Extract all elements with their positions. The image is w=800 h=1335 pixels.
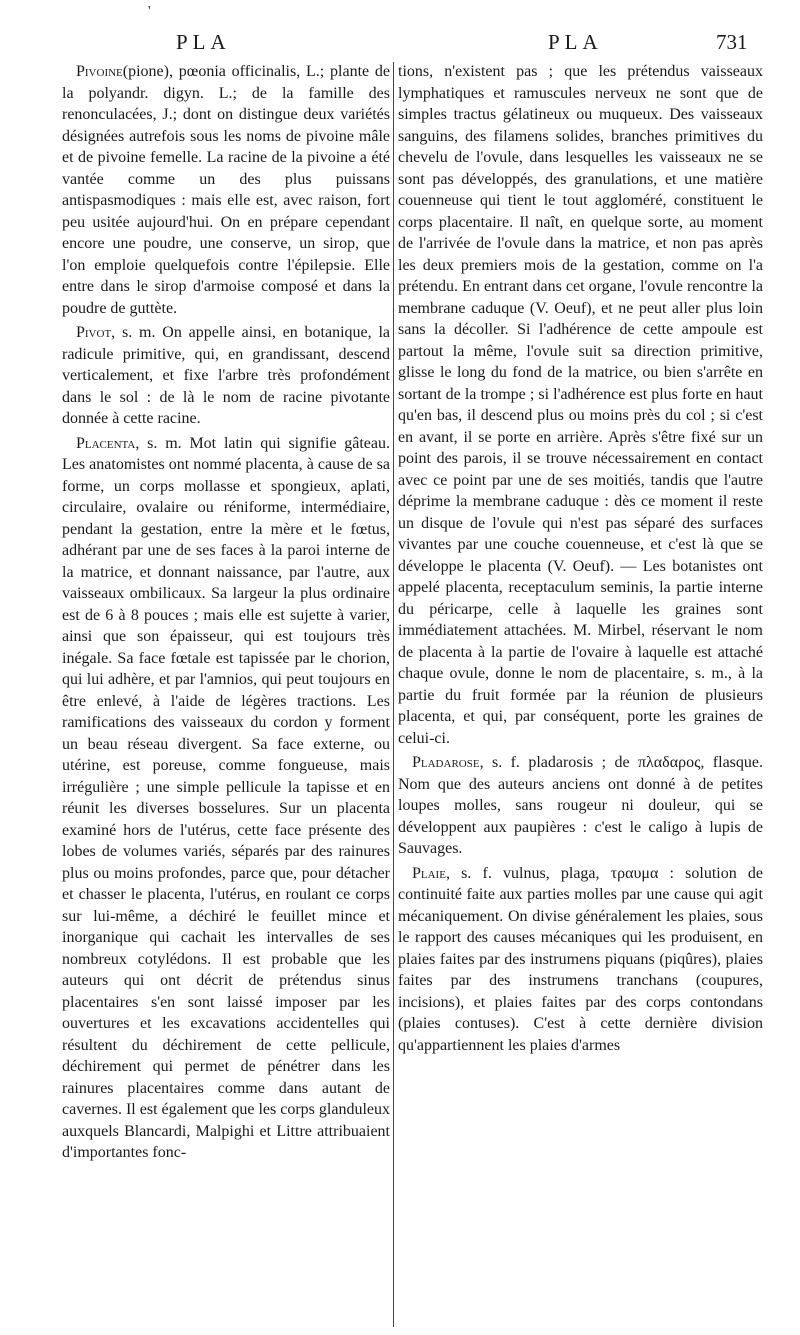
header-right-word: PLA (548, 30, 603, 54)
headword: Pivot (76, 324, 112, 341)
headword: Placenta (76, 434, 136, 452)
entry-pivoine (62, 61, 390, 319)
entry-placenta-continued (398, 61, 763, 749)
running-header (0, 30, 800, 62)
column-divider (393, 62, 394, 1327)
top-mark: ' (148, 4, 151, 19)
entry-placenta (62, 433, 390, 1164)
entry-text: , s. m. On appelle ainsi, en botanique, la radicule primitive, qui, en grandissant, descend verticalement, et fixe l'arbre très profondément dans le sol : de là le nom de racine pivotante donnée à cette racine. (62, 324, 390, 427)
entry-pladarose (398, 752, 763, 860)
headword: Plaie (412, 864, 446, 882)
entry-text: , s. f. vulnus, plaga, τραυμα : solution de continuité faite aux parties molles par une cause qui agit mécaniquement. On divise généralement les plaies, sous le rapport des causes mécaniques qui les produisent, en plaies faites par des instrumens piquans (piqûres), plaies faites par des instrumens tranchans (coupures, incisions), et plaies faites par des corps contondans (plaies contuses). C'est à cette dernière division qu'appartiennent les plaies d'armes (398, 864, 763, 1054)
headword: Pladarose (412, 754, 480, 771)
entry-text: tions, n'existent pas ; que les prétendus vaisseaux lymphatiques et ramuscules nerveux ne sont que de simples tractus gélatineux ou muqueux. Des vaisseaux sanguins, des filamens solides, branches primitives du chevelu de l'ovule, dans lesquelles les vaisseaux ne se sont pas développés, des granulations, et une matière couenneuse qui tient le tout aggloméré, constituent le corps placentaire. Il naît, en quelque sorte, au moment de l'arrivée de l'ovule dans la matrice, et non pas après les deux premiers mois de la gestation, comme on l'a prétendu. En entrant dans cet organe, l'ovule rencontre la membrane caduque (V. Oeuf), et ne peut aller plus loin sans la décoller. Si l'adhérence de cette ampoule est partout la même, l'ovule suit sa direction primitive, glisse le long du fond de la matrice, ou bien s'arrête en sortant de la trompe ; si l'adhérence est plus forte en haut qu'en bas, il descend plus ou moins près du col ; si c'est en avant, il se porte en arrière. Après s'être fixé sur un point des parois, il se trouve nécessairement en contact avec ce point par une de ses moitiés, tandis que l'autre déprime la membrane caduque : dès ce moment il reste un disque de l'ovule qui n'est pas séparé des surfaces vivantes par une couche couenneuse, et c'est là que se développe le placenta (V. Oeuf). — Les botanistes ont appelé placenta, receptaculum seminis, la partie interne du péricarpe, celle à laquelle les graines sont immédiatement attachées. M. Mirbel, réservant le nom de placenta à la partie de l'ovaire à laquelle est attaché chaque ovule, donne le nom de placentaire, s. m., à la partie du fruit formée par la réunion de plusieurs placenta, et qui, par conséquent, porte les graines de celui-ci. (398, 63, 763, 747)
entry-text: (pione), pœonia officinalis, L.; plante de la polyandr. digyn. L.; de la famille des renonculacées, J.; dont on distingue deux variétés désignées autrefois sous les noms de pivoine mâle et de pivoine femelle. La racine de la pivoine a été vantée comme un des plus puissans antispasmodiques : mais elle est, avec raison, fort peu usitée aujourd'hui. On en prépare cependant encore une poudre, une conserve, un sirop, que l'on emploie quelquefois contre l'épilepsie. Elle entre dans le sirop d'armoise composé et dans la poudre de guttète. (62, 63, 390, 317)
entry-pivot (62, 322, 390, 430)
page-number: 731 (716, 30, 748, 54)
right-column (398, 61, 763, 1329)
entry-text: , s. f. pladarosis ; de πλαδαρος, flasque. Nom que des auteurs anciens ont donné à de petites loupes molles, sans rougeur ni douleur, qui se développent aux paupières : c'est le caligo à lupis de Sauvages. (398, 754, 763, 857)
entry-text: , s. m. Mot latin qui signifie gâteau. Les anatomistes ont nommé placenta, à cause de sa forme, un corps mollasse et spongieux, aplati, circulaire, ovalaire ou réniforme, intermédiaire, pendant la gestation, entre la mère et le fœtus, adhérant par une de ses faces à la paroi interne de la matrice, et donnant naissance, par l'autre, aux vaisseaux ombilicaux. Sa largeur la plus ordinaire est de 6 à 8 pouces ; mais elle est sujette à varier, ainsi que son épaisseur, qui est toujours très inégale. Sa face fœtale est tapissée par le chorion, qui lui adhère, et par l'amnios, qui peut toujours en être enlevé, à l'aide de légères tractions. Les ramifications des vaisseaux du cordon y forment un beau réseau divergent. Sa face externe, ou utérine, est poreuse, comme fongueuse, mais irrégulière ; une simple pellicule la tapisse et en réunit les diverses bosselures. Sur un placenta examiné hors de l'utérus, cette face présente des lobes de volumes variés, séparés par des rainures plus ou moins profondes, parce que, pour détacher et chasser le placenta, l'utérus, en roulant ce corps sur lui-même, a déchiré le feuillet mince et inorganique qui cachait les intervalles de ses nombreux cotylédons. Il est probable que les auteurs qui ont décrit de prétendus sinus placentaires s'en sont laissé imposer par les ouvertures et les excavations accidentelles qui résultent du déchirement de cette pellicule, déchirement qui permet de pénétrer dans les rainures placentaires comme dans autant de cavernes. Il est également que les corps glanduleux auxquels Blancardi, Malpighi et Littre attribuaient d'importantes fonc- (62, 434, 390, 1161)
entry-plaie (398, 863, 763, 1057)
headword: Pivoine (76, 63, 123, 80)
left-column (62, 61, 390, 1329)
header-left-word: PLA (176, 30, 231, 54)
